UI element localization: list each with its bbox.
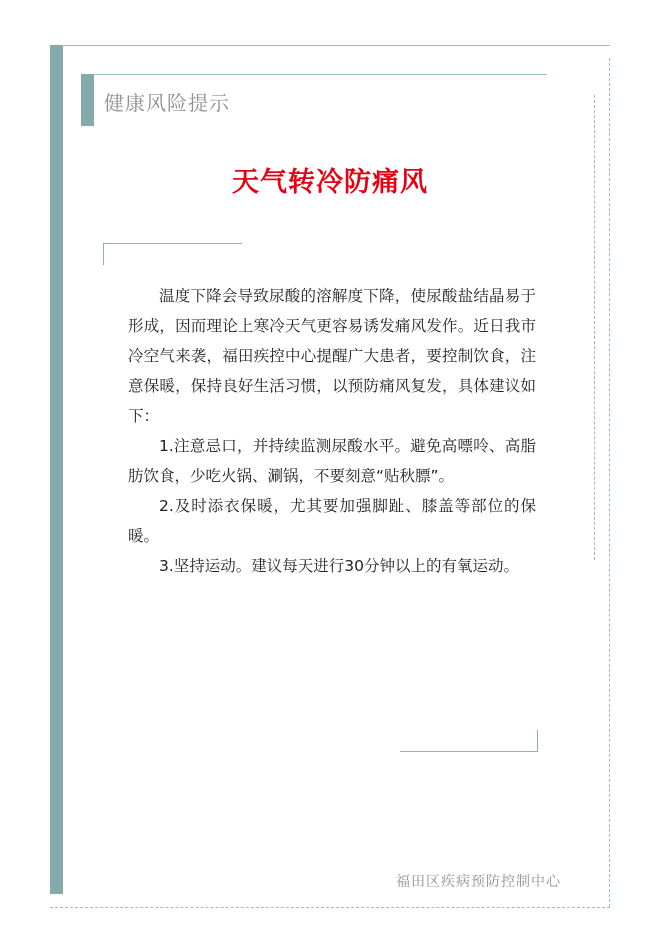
header-rule — [94, 74, 547, 75]
corner-bracket-bottom-right — [400, 751, 538, 752]
advice-item-3: 3.坚持运动。建议每天进行30分钟以上的有氧运动。 — [159, 557, 520, 575]
corner-bracket-top-left — [103, 243, 242, 244]
category-label: 健康风险提示 — [104, 91, 230, 115]
advice-item-2: 2.及时添衣保暖，尤其要加强脚趾、膝盖等部位的保暖。 — [128, 497, 536, 545]
corner-bracket-bottom-right-vertical — [537, 730, 538, 752]
top-border-line — [63, 45, 610, 46]
footer-organization: 福田区疾病预防控制中心 — [396, 874, 561, 890]
intro-paragraph: 温度下降会导致尿酸的溶解度下降，使尿酸盐结晶易于形成，因而理论上寒冷天气更容易诱发痛风发作。近日我市冷空气来袭，福田疾控中心提醒广大患者，要控制饮食，注意保暖，保持良好生活习惯，以预防痛风复发，具体建议如下： — [128, 287, 536, 425]
article-body — [128, 281, 536, 581]
header-accent-tab — [81, 74, 94, 126]
bottom-dashed-border — [50, 907, 610, 908]
corner-bracket-top-left-vertical — [103, 243, 104, 265]
page-title: 天气转冷防痛风 — [232, 167, 428, 198]
advice-item-1: 1.注意忌口，并持续监测尿酸水平。避免高嘌呤、高脂肪饮食，少吃火锅、涮锅，不要刻意“贴秋膘”。 — [128, 437, 536, 485]
